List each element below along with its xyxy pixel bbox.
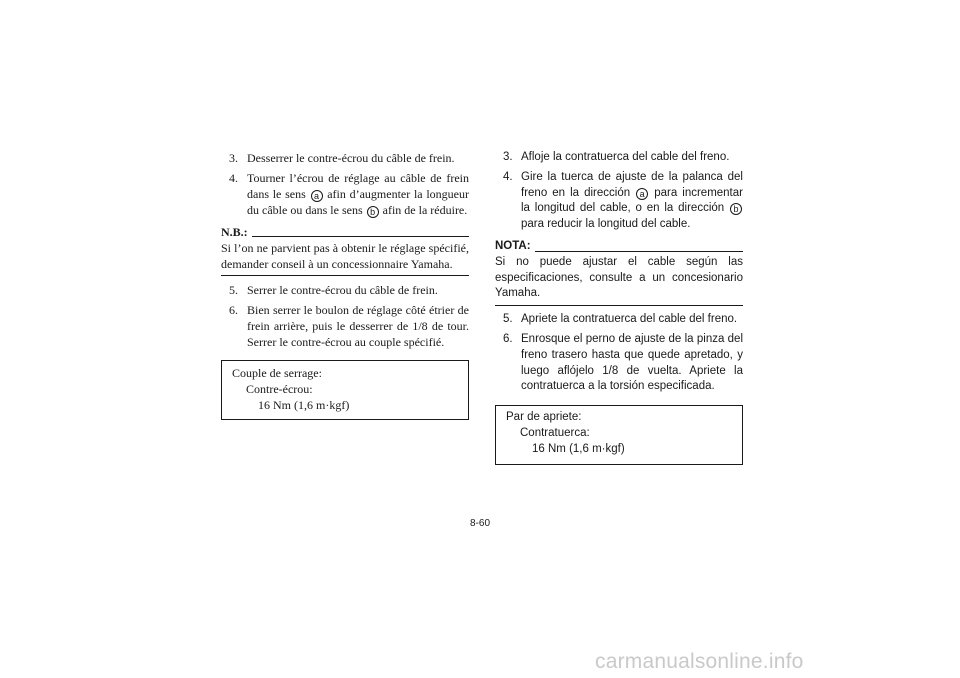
step-text: Afloje la contratuerca del cable del freno. <box>521 151 730 163</box>
watermark: carmanualsonline.info <box>595 650 804 673</box>
fr-step-5 <box>221 282 469 298</box>
step-number: 3. <box>229 151 238 165</box>
step-text-part: afin de la réduire. <box>382 203 468 217</box>
spec-value: 16 Nm (1,6 m·kgf) <box>532 442 625 455</box>
step-number: 5. <box>229 283 238 297</box>
step-number: 6. <box>503 332 513 345</box>
step-text: Apriete la contratuerca del cable del freno. <box>521 313 738 326</box>
step-number: 4. <box>503 170 513 183</box>
spec-value: 16 Nm (1,6 m·kgf) <box>258 398 350 412</box>
step-text <box>521 170 743 233</box>
fr-note-text: Si l’on ne parvient pas à obtenir le réglage spécifié, demander conseil à un concessionnaire Yamaha. <box>221 240 469 276</box>
fr-note-header <box>221 224 469 240</box>
step-number: 4. <box>229 171 238 185</box>
step-text <box>247 170 469 218</box>
circled-b-marker: b <box>367 206 379 218</box>
fr-step-6 <box>221 302 469 350</box>
page-number: 8-60 <box>470 518 491 529</box>
step-text-part: Tourner l’écrou de réglage au câble de frein dans le sens <box>247 171 469 201</box>
es-step-3 <box>495 150 743 166</box>
fr-step-4 <box>221 170 469 218</box>
step-text: Bien serrer le boulon de réglage côté étrier de frein arrière, puis le desserrer de 1/8 de tour. Serrer le contre-écrou au couple spécifié. <box>247 303 469 349</box>
step-text: Enrosque el perno de ajuste de la pinza del freno trasero hasta que quede apretado, y luego aflójelo 1/8 de vuelta. Apriete la contratuerca a la torsión especificada. <box>521 332 743 393</box>
spanish-column <box>495 150 743 465</box>
step-text-part: Gire la tuerca de ajuste de la palanca del freno en la dirección <box>521 170 743 199</box>
spec-item: Contratuerca: <box>520 426 590 439</box>
note-rule <box>535 251 743 252</box>
circled-b-marker: b <box>730 203 742 215</box>
es-step-6 <box>495 332 743 395</box>
step-text: Serrer le contre-écrou du câble de frein. <box>247 283 438 297</box>
es-step-5 <box>495 312 743 328</box>
circled-a-marker: a <box>311 190 323 202</box>
step-number: 5. <box>503 313 513 326</box>
note-label: N.B.: <box>221 225 248 239</box>
es-spec-box <box>495 405 743 464</box>
spec-title: Par de apriete: <box>506 411 582 424</box>
fr-step-3 <box>221 150 469 166</box>
french-column <box>221 150 469 420</box>
es-note-text: Si no puede ajustar el cable según las especificaciones, consulte a un concesionario Yamaha. <box>495 255 743 306</box>
spec-title: Couple de serrage: <box>232 366 322 380</box>
step-text-part: afin d’augmenter la longueur du câble ou dans le sens <box>247 187 470 217</box>
step-text-part: para reducir la longitud del cable. <box>521 218 691 231</box>
step-text-part: para incrementar la longitud del cable, o en la dirección <box>521 186 743 215</box>
circled-a-marker: a <box>636 188 648 200</box>
note-rule <box>252 236 469 237</box>
step-number: 3. <box>503 151 513 163</box>
es-note-header <box>495 239 743 255</box>
step-number: 6. <box>229 303 238 317</box>
note-label: NOTA: <box>495 239 531 252</box>
spec-item: Contre-écrou: <box>246 382 313 396</box>
fr-spec-box <box>221 360 469 420</box>
step-text: Desserrer le contre-écrou du câble de frein. <box>247 151 455 165</box>
es-step-4 <box>495 170 743 233</box>
